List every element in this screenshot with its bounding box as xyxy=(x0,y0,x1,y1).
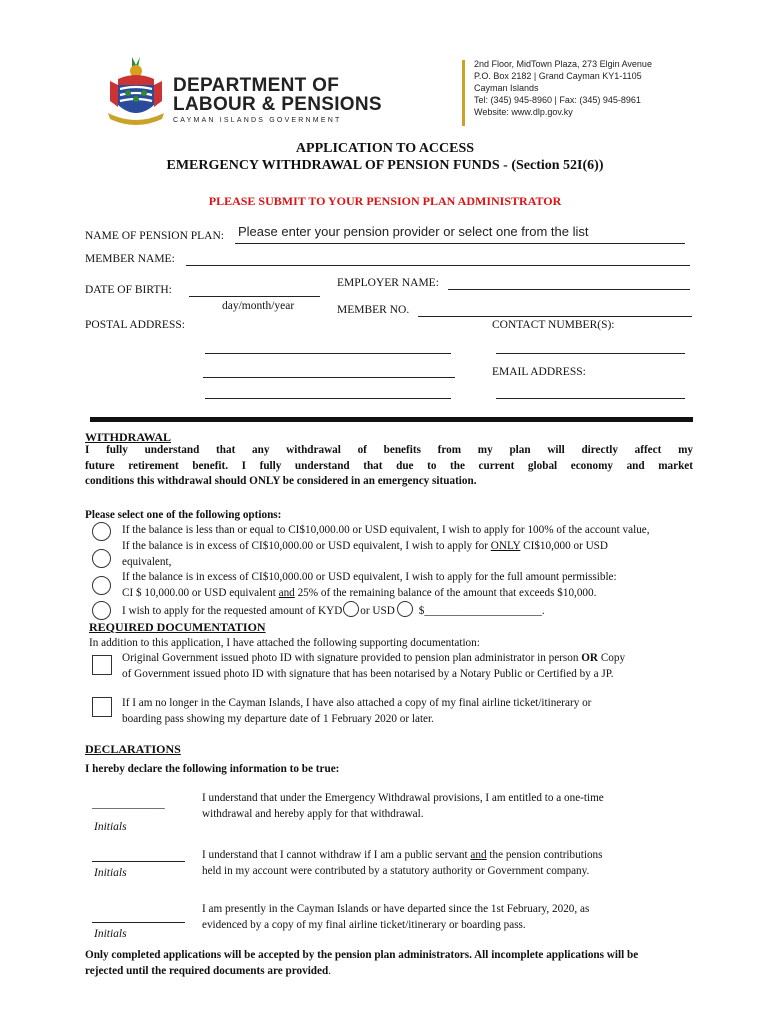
option4-text-b: or USD xyxy=(360,605,395,617)
contact-number-field[interactable] xyxy=(496,353,685,354)
photo-id-checkbox[interactable] xyxy=(92,655,112,675)
option1-text: If the balance is less than or equal to CI$10,000.00 or USD equivalent, I wish to apply for 100% of the account value, xyxy=(122,524,650,536)
website-line: Website: www.dlp.gov.ky xyxy=(474,107,573,117)
footer-line-a: Only completed applications will be accepted by the pension plan administrators. All incomplete applications will be xyxy=(85,949,639,961)
option2-radio[interactable] xyxy=(92,549,111,568)
option2-text-a: If the balance is in excess of CI$10,000.00 or USD equivalent, I wish to apply for xyxy=(122,540,491,552)
email-address-label: EMAIL ADDRESS: xyxy=(492,366,586,378)
declaration3-line-a: I am presently in the Cayman Islands or have departed since the 1st February, 2020, as xyxy=(202,903,590,915)
declaration2-text xyxy=(202,848,702,879)
option2-text xyxy=(122,539,682,570)
department-title-line1: DEPARTMENT OF xyxy=(173,75,340,96)
statement-line: conditions this withdrawal should ONLY be considered in an emergency situation. xyxy=(85,475,477,487)
initials-field-3[interactable] xyxy=(92,922,185,923)
address-line: 2nd Floor, MidTown Plaza, 273 Elgin Avenue xyxy=(474,59,652,69)
option4-text xyxy=(122,601,545,620)
option3-text-b2: 25% of the remaining balance of the amount that exceeds $10,000. xyxy=(294,586,597,599)
footer-note xyxy=(85,948,725,979)
department-title-line2: LABOUR & PENSIONS xyxy=(173,94,382,115)
option4-text-a: I wish to apply for the requested amount of KYD xyxy=(122,605,343,617)
address-line: P.O. Box 2182 | Grand Cayman KY1-1105 xyxy=(474,71,642,81)
kyd-currency-radio[interactable] xyxy=(343,601,359,617)
dob-label: DATE OF BIRTH: xyxy=(85,284,172,296)
pension-plan-underline xyxy=(235,243,685,244)
dob-field[interactable] xyxy=(189,296,320,297)
dob-format-hint: day/month/year xyxy=(222,300,295,312)
coat-of-arms-logo xyxy=(104,55,166,127)
option3-radio[interactable] xyxy=(92,576,111,595)
member-no-field[interactable] xyxy=(418,316,692,317)
requested-amount-field[interactable]: $_____________________. xyxy=(418,605,545,617)
option1-radio[interactable] xyxy=(92,522,111,541)
declaration3-text xyxy=(202,902,702,933)
option2-text-c: equivalent, xyxy=(122,555,172,568)
airline-ticket-text-a: If I am no longer in the Cayman Islands, I have also attached a copy of my final airline ticket/itinerary or xyxy=(122,697,592,709)
declaration2-line-a xyxy=(202,848,702,864)
option3-text-b1: CI $ 10,000.00 or USD equivalent xyxy=(122,586,279,599)
postal-address-line2[interactable] xyxy=(203,377,455,378)
initials-label-1: Initials xyxy=(94,821,127,833)
email-address-field[interactable] xyxy=(496,398,685,399)
footer-text-b: rejected until the required documents are provided xyxy=(85,964,329,977)
airline-ticket-text-b: boarding pass showing my departure date of 1 February 2020 or later. xyxy=(122,712,434,725)
initials-label-2: Initials xyxy=(94,867,127,879)
employer-name-label: EMPLOYER NAME: xyxy=(337,277,439,289)
withdrawal-heading: WITHDRAWAL xyxy=(85,430,172,444)
form-title-line1: APPLICATION TO ACCESS xyxy=(295,141,475,156)
documentation-intro: In addition to this application, I have attached the following supporting documentation: xyxy=(89,637,480,649)
member-no-label: MEMBER NO. xyxy=(337,304,410,316)
footer-period: . xyxy=(328,964,332,977)
withdrawal-statement xyxy=(85,443,693,490)
initials-field-1[interactable]: _____________ xyxy=(92,798,165,810)
address-line: Cayman Islands xyxy=(474,83,539,93)
statement-line: I fully understand that any withdrawal of benefits from my plan will directly affect my xyxy=(85,444,693,456)
airline-ticket-text xyxy=(122,696,702,727)
pension-plan-label: NAME OF PENSION PLAN: xyxy=(85,230,224,242)
pension-plan-select[interactable]: Please enter your pension provider or select one from the list xyxy=(238,224,589,239)
photo-id-text-c: of Government issued photo ID with signature that has been notarised by a Notary Public or Certified by a JP. xyxy=(122,667,614,680)
option2-text-b: CI$10,000 or USD xyxy=(520,540,608,552)
employer-name-field[interactable] xyxy=(448,289,690,290)
department-subtitle: CAYMAN ISLANDS GOVERNMENT xyxy=(173,117,342,124)
postal-address-label: POSTAL ADDRESS: xyxy=(85,319,185,331)
header-divider xyxy=(462,60,465,126)
postal-address-line1[interactable] xyxy=(205,353,451,354)
airline-ticket-checkbox[interactable] xyxy=(92,697,112,717)
submission-notice: PLEASE SUBMIT TO YOUR PENSION PLAN ADMINISTRATOR xyxy=(208,194,562,208)
declaration2-line-b: held in my account were contributed by a statutory authority or Government company. xyxy=(202,864,590,877)
option3-text-a: If the balance is in excess of CI$10,000.00 or USD equivalent, I wish to apply for the full amount permissible: xyxy=(122,571,617,583)
declaration1-line-a: I understand that under the Emergency Withdrawal provisions, I am entitled to a one-time xyxy=(202,792,604,804)
declarations-heading: DECLARATIONS xyxy=(85,742,181,756)
initials-field-2[interactable] xyxy=(92,861,185,862)
option4-radio[interactable] xyxy=(92,601,111,620)
postal-address-line3[interactable] xyxy=(205,398,451,399)
section-divider xyxy=(90,417,693,422)
photo-id-text-b: Copy xyxy=(598,652,626,664)
member-name-field[interactable] xyxy=(186,253,690,266)
declarations-intro: I hereby declare the following information to be true: xyxy=(85,763,340,775)
photo-id-text xyxy=(122,651,702,682)
photo-id-or: OR xyxy=(581,652,599,664)
initials-label-3: Initials xyxy=(94,928,127,940)
option3-text xyxy=(122,570,702,601)
declaration2-text-a2: the pension contributions xyxy=(486,849,603,861)
documentation-heading: REQUIRED DOCUMENTATION xyxy=(89,620,266,634)
declaration3-line-b: evidenced by a copy of my final airline ticket/itinerary or boarding pass. xyxy=(202,918,526,931)
form-title-line2: EMERGENCY WITHDRAWAL OF PENSION FUNDS - (Section 52I(6)) xyxy=(166,158,604,173)
phone-line: Tel: (345) 945-8960 | Fax: (345) 945-8961 xyxy=(474,95,641,105)
declaration1-text xyxy=(202,791,702,822)
footer-line-b xyxy=(85,964,725,980)
member-name-label: MEMBER NAME: xyxy=(85,253,175,265)
contact-address-block xyxy=(474,58,652,118)
declaration2-text-a1: I understand that I cannot withdraw if I am a public servant xyxy=(202,849,471,861)
photo-id-text-a: Original Government issued photo ID with signature provided to pension plan administrator in person xyxy=(122,652,582,664)
option3-emphasis: and xyxy=(278,586,295,599)
options-prompt: Please select one of the following options: xyxy=(85,509,282,521)
usd-currency-radio[interactable] xyxy=(397,601,413,617)
contact-number-label: CONTACT NUMBER(S): xyxy=(492,319,615,331)
declaration2-emphasis: and xyxy=(470,849,487,861)
declaration1-line-b: withdrawal and hereby apply for that withdrawal. xyxy=(202,807,424,820)
option2-emphasis: ONLY xyxy=(490,540,521,552)
statement-line: future retirement benefit. I fully understand that due to the current global economy and market xyxy=(85,459,693,472)
